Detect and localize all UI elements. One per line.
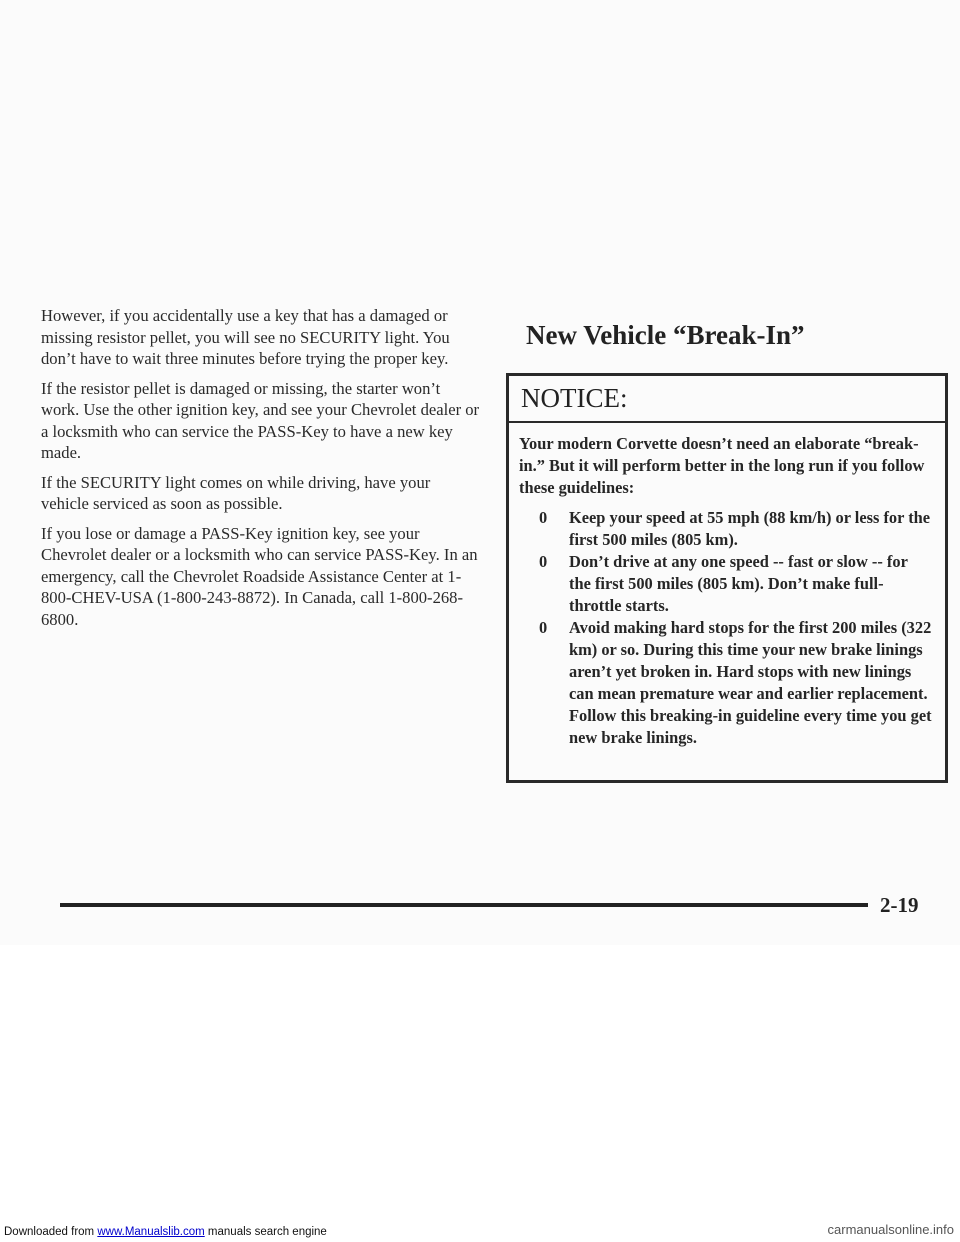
below-page-margin <box>0 945 960 1242</box>
list-item <box>519 551 933 617</box>
page-number: 2-19 <box>880 893 919 917</box>
left-column <box>41 305 481 638</box>
notice-list <box>519 507 933 749</box>
bullet-icon: 0 <box>539 508 548 527</box>
list-item <box>519 617 933 749</box>
paragraph-lost-key: If you lose or damage a PASS-Key ignition key, see your Chevrolet dealer or a locksmith who can service PASS-Key. In an emergency, call the Chevrolet Roadside Assistance Center at 1-800-CHEV-USA (1-800-243-8872). In Canada, call 1-800-268-6800. <box>41 523 478 629</box>
manualslib-link[interactable]: www.Manualslib.com <box>97 1226 205 1238</box>
download-credit-prefix: Downloaded from <box>4 1226 95 1238</box>
notice-box <box>506 373 948 783</box>
paragraph-starter: If the resistor pellet is damaged or missing, the starter won’t work. Use the other ignition key, and see your Chevrolet dealer or a locksmith who can service the PASS-Key to have a new key made. <box>41 378 480 462</box>
notice-heading: NOTICE: <box>509 376 945 423</box>
list-item <box>519 507 933 551</box>
list-item-text: Don’t drive at any one speed -- fast or slow -- for the first 500 miles (805 km). Don’t make full-throttle starts. <box>569 552 908 615</box>
notice-body <box>509 423 945 749</box>
bullet-icon: 0 <box>539 618 548 637</box>
list-item-text: Keep your speed at 55 mph (88 km/h) or less for the first 500 miles (805 km). <box>569 508 931 549</box>
notice-intro: Your modern Corvette doesn’t need an elaborate “break-in.” But it will perform better in the long run if you follow these guidelines: <box>519 434 925 497</box>
bullet-icon: 0 <box>539 552 548 571</box>
footer-rule <box>60 903 868 907</box>
list-item-text: Avoid making hard stops for the first 200 miles (322 km) or so. During this time your new brake linings aren’t yet broken in. Hard stops with new linings can mean premature wear and earlier replacement. Follow this breaking-in guideline every time you get new brake linings. <box>569 618 932 747</box>
watermark: carmanualsonline.info <box>827 1222 954 1237</box>
section-title: New Vehicle “Break-In” <box>526 320 805 350</box>
paragraph-resistor-pellet: However, if you accidentally use a key that has a damaged or missing resistor pellet, you will see no SECURITY light. You don’t have to wait three minutes before trying the proper key. <box>41 306 450 368</box>
paragraph-security-light: If the SECURITY light comes on while driving, have your vehicle serviced as soon as possible. <box>41 472 431 513</box>
download-credit <box>4 1226 327 1238</box>
download-credit-suffix: manuals search engine <box>207 1226 327 1238</box>
